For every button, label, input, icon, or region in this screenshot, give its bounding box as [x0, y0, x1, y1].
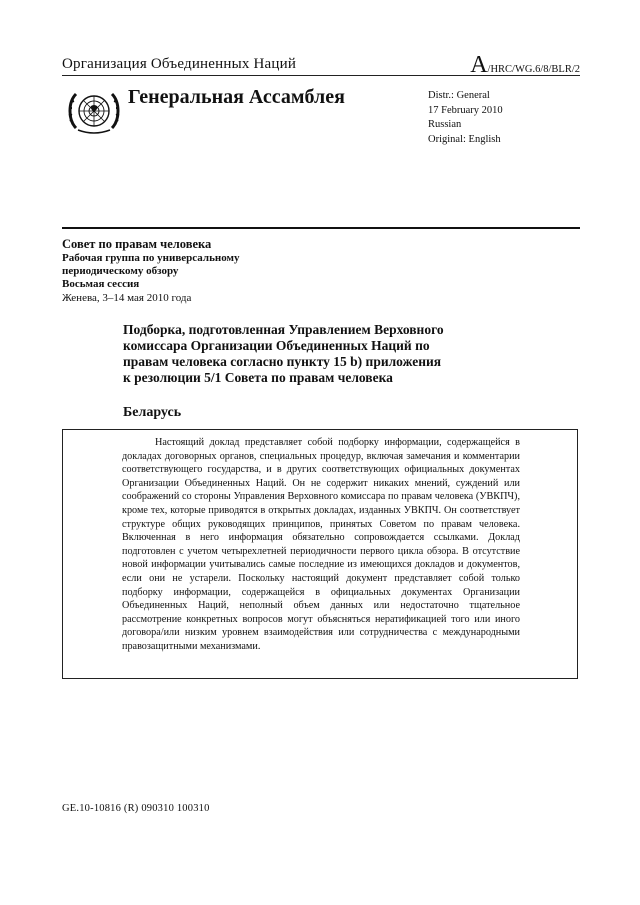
country-heading: Беларусь: [123, 405, 182, 420]
working-group-line-1: Рабочая группа по универсальному: [62, 252, 240, 264]
session-dates: Женева, 3–14 мая 2010 года: [62, 292, 192, 304]
original-line: Original: English: [428, 133, 501, 145]
assembly-title: Генеральная Ассамблея: [128, 86, 345, 108]
document-symbol-prefix: A: [470, 52, 488, 78]
title-line-1: Подборка, подготовленная Управлением Верховного: [123, 322, 444, 337]
date-line: 17 February 2010: [428, 104, 503, 116]
un-emblem-icon: [66, 84, 122, 140]
masthead-rule: [62, 227, 580, 229]
document-title: [123, 322, 523, 386]
title-line-2: комиссара Организации Объединенных Наций по: [123, 338, 430, 353]
language-line: Russian: [428, 119, 462, 130]
working-group-line-2: периодическому обзору: [62, 265, 179, 277]
title-line-3: правам человека согласно пункту 15 b) приложения: [123, 354, 442, 369]
council-name: Совет по правам человека: [62, 237, 212, 251]
summary-paragraph: Настоящий доклад представляет собой подборку информации, содержащейся в докладах договорных органов, специальных процедур, включая замечания и комментарии соответствующего государства, и в других соответствующих официальных документах Организации Объединенных Наций. Он не содержит никаких мнений, суждений или соображений со стороны Управления Верховного комиссара по правам человека (УВКПЧ), кроме тех, которые приводятся в открытых докладах, изданных УВКПЧ. Он соответствует структуре общих руководящих принципов, принятых Советом по правам человека. Включенная в него информация обязательно сопровождается ссылками. Доклад подготовлен с учетом четырехлетней периодичности первого цикла обзора. В отсутствие новой информации учитывались самые последние из имеющихся докладов и документов, если они не устарели. Поскольку настоящий документ представляет собой только подборку информации, содержащейся в официальных документах Организации Объединенных Наций, неполный объем данных или недостаточно тщательное рассмотрение конкретных вопросов могут объясняться нератификацией того или иного договора/или низким уровнем взаимодействия или сотрудничества с международными правозащитными механизмами.: [122, 437, 520, 652]
council-block: [62, 237, 362, 305]
session-line: Восьмая сессия: [62, 278, 140, 290]
summary-text: [122, 436, 520, 654]
distribution-line: Distr.: General: [428, 90, 490, 101]
document-symbol-code: /HRC/WG.6/8/BLR/2: [487, 64, 580, 75]
title-line-4: к резолюции 5/1 Совета по правам человека: [123, 370, 393, 385]
summary-box: [62, 429, 578, 679]
header-rule: [62, 75, 580, 76]
organization-name: Организация Объединенных Наций: [62, 56, 297, 72]
distribution-info: [428, 89, 503, 147]
job-number: GE.10-10816 (R) 090310 100310: [62, 803, 210, 814]
